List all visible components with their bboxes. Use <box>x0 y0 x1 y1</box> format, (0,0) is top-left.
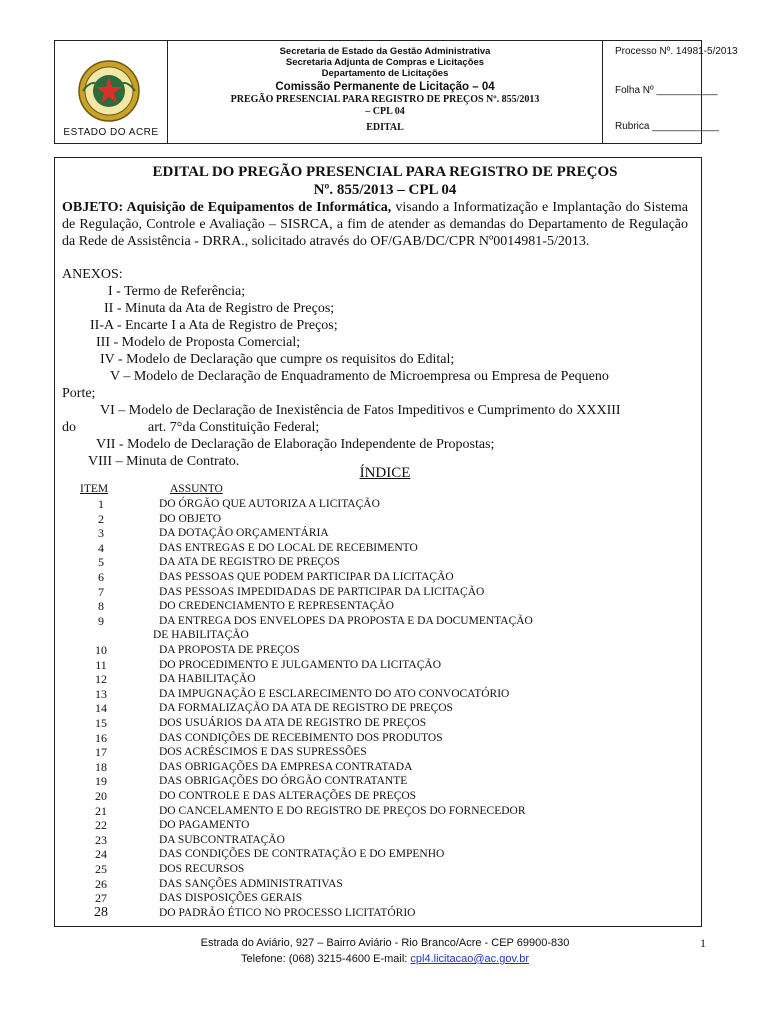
indice-item-subject: DAS SANÇÕES ADMINISTRATIVAS <box>159 877 343 890</box>
document-header <box>54 40 738 144</box>
anexos-label: ANEXOS: <box>62 267 123 282</box>
indice-item-number: 25 <box>95 862 107 876</box>
indice-item-subject: DO OBJETO <box>159 512 222 525</box>
state-seal-icon <box>77 59 141 123</box>
anexo-item: II-A - Encarte I a Ata de Registro de Preços; <box>90 318 338 333</box>
indice-item-number: 2 <box>98 511 104 526</box>
indice-item-number: 13 <box>95 686 107 701</box>
indice-item-subject: DAS OBRIGAÇÕES DA EMPRESA CONTRATADA <box>159 760 413 773</box>
processo-number: Processo Nº. 14981-5/2013 <box>615 46 738 57</box>
indice-item-number: 8 <box>98 599 104 614</box>
indice-col-assunto: ASSUNTO <box>170 483 223 495</box>
anexo-item: V – Modelo de Declaração de Enquadramento de Microempresa ou Empresa de Pequeno <box>110 369 609 384</box>
indice-item-subject: DO ÓRGÃO QUE AUTORIZA A LICITAÇÃO <box>159 498 380 510</box>
indice-item-subject: DO CREDENCIAMENTO E REPRESENTAÇÃO <box>159 600 394 613</box>
indice-item-number: 7 <box>98 584 104 599</box>
indice-item-subject: DA HABILITAÇÃO <box>159 673 256 686</box>
footer-email-link[interactable]: cpl4.licitacao@ac.gov.br <box>410 953 529 965</box>
indice-item-number: 11 <box>95 657 107 672</box>
indice-item-subject: DE HABILITAÇÃO <box>153 629 249 642</box>
header-process-cell <box>603 41 738 143</box>
indice-item-subject: DAS PESSOAS QUE PODEM PARTICIPAR DA LICITAÇÃO <box>159 571 454 583</box>
anexo-item-cont: do <box>62 420 76 435</box>
anexo-item-cont: Porte; <box>62 386 96 401</box>
indice-item-subject: DA FORMALIZAÇÃO DA ATA DE REGISTRO DE PREÇOS <box>159 702 453 715</box>
header-secretaria-adjunta: Secretaria Adjunta de Compras e Licitações <box>285 57 485 68</box>
indice-item-number: 14 <box>95 701 107 716</box>
indice-item-number: 26 <box>95 876 107 891</box>
indice-item-subject: DO PROCEDIMENTO E JULGAMENTO DA LICITAÇÃO <box>159 658 441 671</box>
edital-title-line1: EDITAL DO PREGÃO PRESENCIAL PARA REGISTRO DE PREÇOS <box>152 164 618 180</box>
indice-item-subject: DAS ENTREGAS E DO LOCAL DE RECEBIMENTO <box>159 541 418 554</box>
footer-address: Estrada do Aviário, 927 – Bairro Aviário - Rio Branco/Acre - CEP 69900-830 <box>200 937 570 949</box>
header-departamento: Departamento de Licitações <box>321 68 449 79</box>
indice-item-number: 4 <box>98 540 104 555</box>
indice-item-subject: DAS CONDIÇÕES DE CONTRATAÇÃO E DO EMPENHO <box>159 848 445 861</box>
indice-item-number: 23 <box>95 832 107 847</box>
edital-title-line2: Nº. 855/2013 – CPL 04 <box>313 182 457 198</box>
indice-item-subject: DO CONTROLE E DAS ALTERAÇÕES DE PREÇOS <box>159 790 417 802</box>
anexo-item: VI – Modelo de Declaração de Inexistência de Fatos Impeditivos e Cumprimento do XXXIII <box>100 403 621 418</box>
header-comissao: Comissão Permanente de Licitação – 04 <box>275 81 495 93</box>
indice-item-number: 16 <box>95 730 107 745</box>
indice-item-number: 20 <box>95 789 107 803</box>
indice-item-number: 6 <box>98 570 104 584</box>
indice-item-number: 28 <box>94 904 108 920</box>
indice-item-number: 12 <box>95 672 107 687</box>
indice-item-number: 17 <box>95 745 107 760</box>
indice-title: ÍNDICE <box>359 465 411 481</box>
indice-item-subject: DOS RECURSOS <box>159 863 245 875</box>
indice-item-subject: DA ENTREGA DOS ENVELOPES DA PROPOSTA E DA DOCUMENTAÇÃO <box>159 614 533 627</box>
footer-contact <box>0 953 770 965</box>
indice-item-subject: DAS PESSOAS IMPEDIDADAS DE PARTICIPAR DA LICITAÇÃO <box>159 585 485 598</box>
indice-item-subject: DAS DISPOSIÇÕES GERAIS <box>159 892 303 905</box>
anexo-item: I - Termo de Referência; <box>108 284 246 299</box>
indice-item-subject: DAS OBRIGAÇÕES DO ÓRGÃO CONTRATANTE <box>159 775 408 788</box>
header-pregao: PREGÃO PRESENCIAL PARA REGISTRO DE PREÇOS Nº. 855/2013 <box>230 94 540 105</box>
anexo-item: VII - Modelo de Declaração de Elaboração Independente de Propostas; <box>96 437 495 452</box>
edital-title <box>0 163 770 199</box>
indice-item-number: 21 <box>95 803 107 818</box>
indice-col-item: ITEM <box>80 483 109 495</box>
rubrica-field: Rubrica ____________ <box>615 121 719 132</box>
anexo-item: III - Modelo de Proposta Comercial; <box>96 335 301 350</box>
anexo-item: IV - Modelo de Declaração que cumpre os requisitos do Edital; <box>100 352 455 367</box>
indice-item-subject: DA DOTAÇÃO ORÇAMENTÁRIA <box>159 527 329 540</box>
indice-item-subject: DO PAGAMENTO <box>159 819 250 832</box>
page-number: 1 <box>700 936 706 950</box>
header-secretaria: Secretaria de Estado da Gestão Administrativa <box>279 46 491 57</box>
indice-item-number: 9 <box>98 613 104 628</box>
indice-item-number: 1 <box>98 497 104 511</box>
indice-item-subject: DA ATA DE REGISTRO DE PREÇOS <box>159 556 340 569</box>
indice-item-number: 24 <box>95 847 107 862</box>
indice-item-subject: DA SUBCONTRATAÇÃO <box>159 833 285 846</box>
anexo-item: II - Minuta da Ata de Registro de Preços; <box>104 301 335 316</box>
indice-item-number: 5 <box>98 555 104 570</box>
anexo-item: VIII – Minuta de Contrato. <box>88 454 240 469</box>
indice-item-number: 15 <box>95 716 107 730</box>
indice-item-subject: DO PADRÃO ÉTICO NO PROCESSO LICITATÓRIO <box>159 906 416 919</box>
anexo-item-cont: art. 7°da Constituição Federal; <box>148 420 320 435</box>
indice-item-subject: DA IMPUGNAÇÃO E ESCLARECIMENTO DO ATO CONVOCATÓRIO <box>159 687 510 700</box>
objeto-text: visando a Informatização e Implantação do Sistema de Regulação, Controle e Avaliação – SISRCA, a fim de atender as demandas do Departamento de Regulação da Rede de Assistência - DRRA., solicitado através do OF/GAB/DC/CPR Nº0014981-5/2013. <box>62 200 688 249</box>
indice-item-number: 10 <box>95 643 107 657</box>
indice-item-subject: DA PROPOSTA DE PREÇOS <box>159 644 300 656</box>
indice-item-number: 27 <box>95 891 107 906</box>
header-cpl: – CPL 04 <box>365 106 405 117</box>
header-edital: EDITAL <box>366 122 404 133</box>
state-label: ESTADO DO ACRE <box>63 127 159 138</box>
indice-item-subject: DO CANCELAMENTO E DO REGISTRO DE PREÇOS DO FORNECEDOR <box>159 804 526 817</box>
indice-item-number: 18 <box>95 759 107 774</box>
folha-field: Folha Nº ___________ <box>615 85 718 96</box>
objeto-paragraph <box>62 199 688 250</box>
header-logo-cell <box>55 41 168 143</box>
indice-item-subject: DAS CONDIÇÕES DE RECEBIMENTO DOS PRODUTOS <box>159 731 443 744</box>
header-title-cell <box>168 41 603 143</box>
indice-item-number: 19 <box>95 774 107 789</box>
indice-item-number: 3 <box>98 526 104 541</box>
indice-item-subject: DOS ACRÉSCIMOS E DAS SUPRESSÕES <box>159 746 367 759</box>
footer-phone: Telefone: (068) 3215-4600 E-mail: <box>241 953 411 965</box>
indice-item-subject: DOS USUÁRIOS DA ATA DE REGISTRO DE PREÇOS <box>159 717 427 729</box>
objeto-label: OBJETO: Aquisição de Equipamentos de Informática, <box>62 200 392 215</box>
indice-item-number: 22 <box>95 818 107 833</box>
